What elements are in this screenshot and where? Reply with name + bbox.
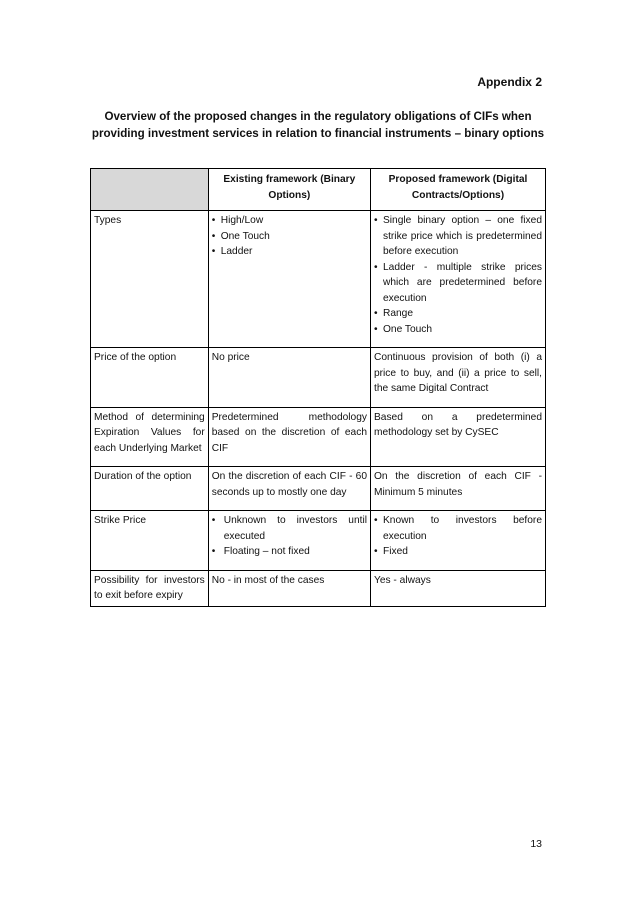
row-label-duration: Duration of the option (91, 467, 209, 511)
list-item: • Known to investors before execution (374, 513, 542, 544)
table-row-price (91, 348, 546, 408)
appendix-label: Appendix 2 (477, 75, 542, 89)
price-proposed-cell: Continuous provision of both (i) a price to buy, and (ii) a price to sell, the same Digital Contract (370, 348, 545, 408)
price-existing-cell: No price (208, 348, 370, 408)
row-label-exit: Possibility for investors to exit before expiry (91, 570, 209, 606)
list-item: • One Touch (212, 229, 367, 245)
strike-existing-list (212, 513, 367, 560)
table-row-types (91, 211, 546, 348)
types-proposed-cell (370, 211, 545, 348)
method-proposed-cell: Based on a predetermined methodology set by CySEC (370, 407, 545, 467)
list-item: • Ladder (212, 244, 367, 260)
row-label-price: Price of the option (91, 348, 209, 408)
duration-proposed-cell: On the discretion of each CIF - Minimum 5 minutes (370, 467, 545, 511)
list-item: • Ladder - multiple strike prices which are predetermined before execution (374, 260, 542, 307)
header-blank-cell (91, 169, 209, 211)
list-item: • High/Low (212, 213, 367, 229)
list-item: • Floating – not fixed (212, 544, 367, 560)
table-row-method (91, 407, 546, 467)
table-header-row (91, 169, 546, 211)
list-item: • Unknown to investors until executed (212, 513, 367, 544)
strike-proposed-list (374, 513, 542, 560)
list-item: • Range (374, 306, 542, 322)
types-proposed-list (374, 213, 542, 337)
exit-proposed-cell: Yes - always (370, 570, 545, 606)
strike-existing-cell (208, 511, 370, 571)
table-row-duration (91, 467, 546, 511)
header-existing: Existing framework (Binary Options) (208, 169, 370, 211)
types-existing-cell (208, 211, 370, 348)
row-label-strike: Strike Price (91, 511, 209, 571)
document-title: Overview of the proposed changes in the regulatory obligations of CIFs when providing investment services in relation to financial instruments – binary options (91, 110, 545, 140)
exit-existing-cell: No - in most of the cases (208, 570, 370, 606)
page-number: 13 (530, 838, 542, 850)
table-row-strike (91, 511, 546, 571)
list-item: • Single binary option – one fixed strike price which is predetermined before execution (374, 213, 542, 260)
duration-existing-cell: On the discretion of each CIF - 60 seconds up to mostly one day (208, 467, 370, 511)
list-item: • Fixed (374, 544, 542, 560)
header-proposed: Proposed framework (Digital Contracts/Options) (370, 169, 545, 211)
list-item: • One Touch (374, 322, 542, 338)
row-label-types: Types (91, 211, 209, 348)
table-row-exit (91, 570, 546, 606)
row-label-method: Method of determining Expiration Values for each Underlying Market (91, 407, 209, 467)
comparison-table (90, 168, 546, 607)
method-existing-cell: Predetermined methodology based on the discretion of each CIF (208, 407, 370, 467)
strike-proposed-cell (370, 511, 545, 571)
types-existing-list (212, 213, 367, 260)
